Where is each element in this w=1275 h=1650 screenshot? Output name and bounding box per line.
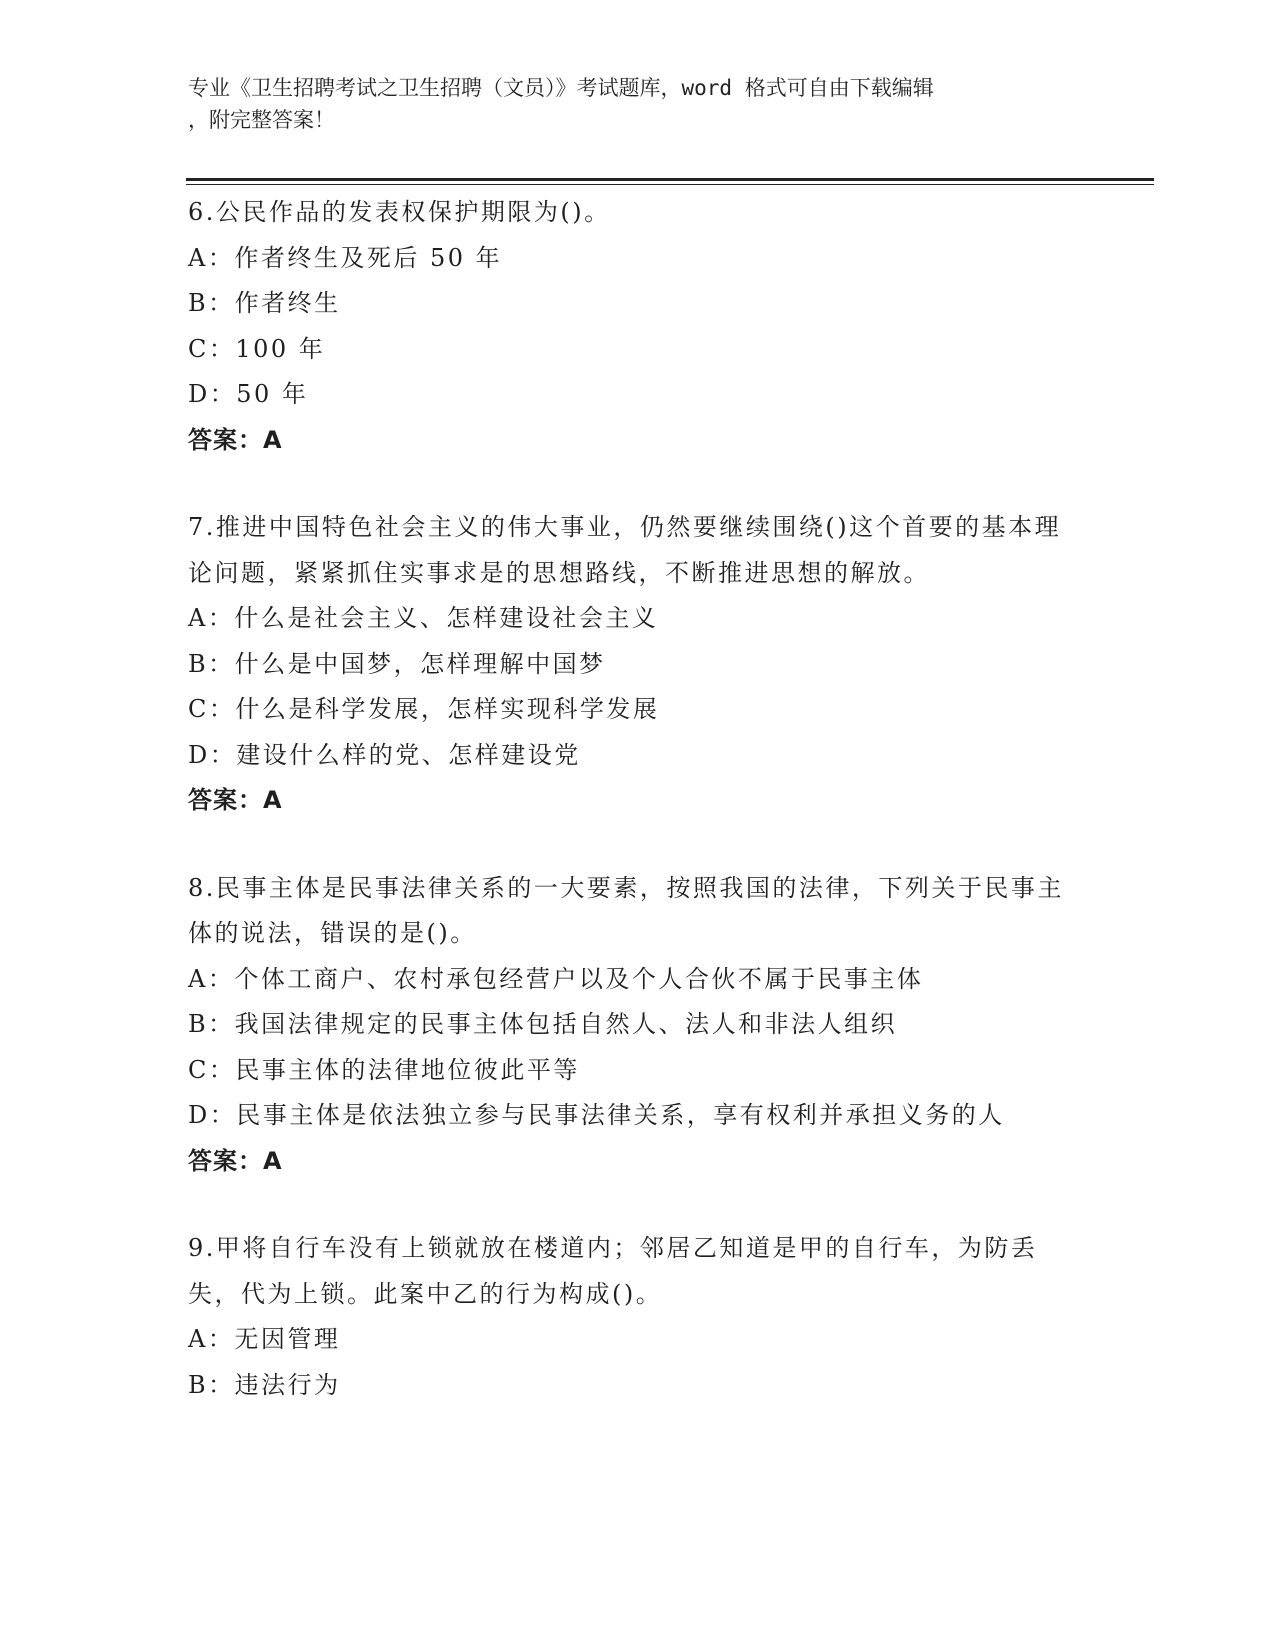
- option-b: B：我国法律规定的民事主体包括自然人、法人和非法人组织: [188, 1010, 898, 1038]
- question-6: [188, 190, 1148, 463]
- answer-label: 答案：A: [188, 1146, 283, 1175]
- option-d: D：民事主体是依法独立参与民事法律关系，享有权利并承担义务的人: [188, 1101, 1005, 1129]
- option-b: B：作者终生: [188, 289, 341, 317]
- question-9: [188, 1226, 1148, 1408]
- question-8: [188, 866, 1148, 1185]
- question-text: 7.推进中国特色社会主义的伟大事业，仍然要继续围绕()这个首要的基本理论问题，紧紧抓住实事求是的思想路线，不断推进思想的解放。: [188, 513, 1062, 587]
- header-line-2: ，附完整答案！: [188, 108, 335, 132]
- header-line-1: 专业《卫生招聘考试之卫生招聘（文员）》考试题库，word 格式可自由下载编辑: [188, 76, 934, 100]
- option-c: C：民事主体的法律地位彼此平等: [188, 1055, 580, 1084]
- answer-label: 答案：A: [188, 425, 283, 454]
- option-c: C：100 年: [188, 334, 326, 363]
- option-d: D：50 年: [188, 380, 309, 408]
- question-text: 9.甲将自行车没有上锁就放在楼道内；邻居乙知道是甲的自行车，为防丢失，代为上锁。此案中乙的行为构成()。: [188, 1234, 1038, 1308]
- option-a: A：无因管理: [188, 1325, 341, 1353]
- option-c: C：什么是科学发展，怎样实现科学发展: [188, 695, 660, 723]
- document-header: [188, 72, 1088, 136]
- option-d: D：建设什么样的党、怎样建设党: [188, 740, 581, 769]
- question-7: [188, 505, 1148, 824]
- option-a: A：个体工商户、农村承包经营户以及个人合伙不属于民事主体: [188, 964, 924, 993]
- option-b: B：什么是中国梦，怎样理解中国梦: [188, 649, 606, 678]
- question-text: 8.民事主体是民事法律关系的一大要素，按照我国的法律，下列关于民事主体的说法，错误的是()。: [188, 873, 1064, 947]
- header-divider-thin: [186, 184, 1154, 185]
- question-text: 6.公民作品的发表权保护期限为()。: [188, 198, 611, 226]
- option-a: A：什么是社会主义、怎样建设社会主义: [188, 604, 659, 632]
- header-divider-thick: [186, 178, 1154, 181]
- option-a: A：作者终生及死后 50 年: [188, 243, 503, 272]
- question-list: [188, 190, 1148, 1450]
- option-b: B：违法行为: [188, 1370, 341, 1399]
- answer-label: 答案：A: [188, 786, 283, 814]
